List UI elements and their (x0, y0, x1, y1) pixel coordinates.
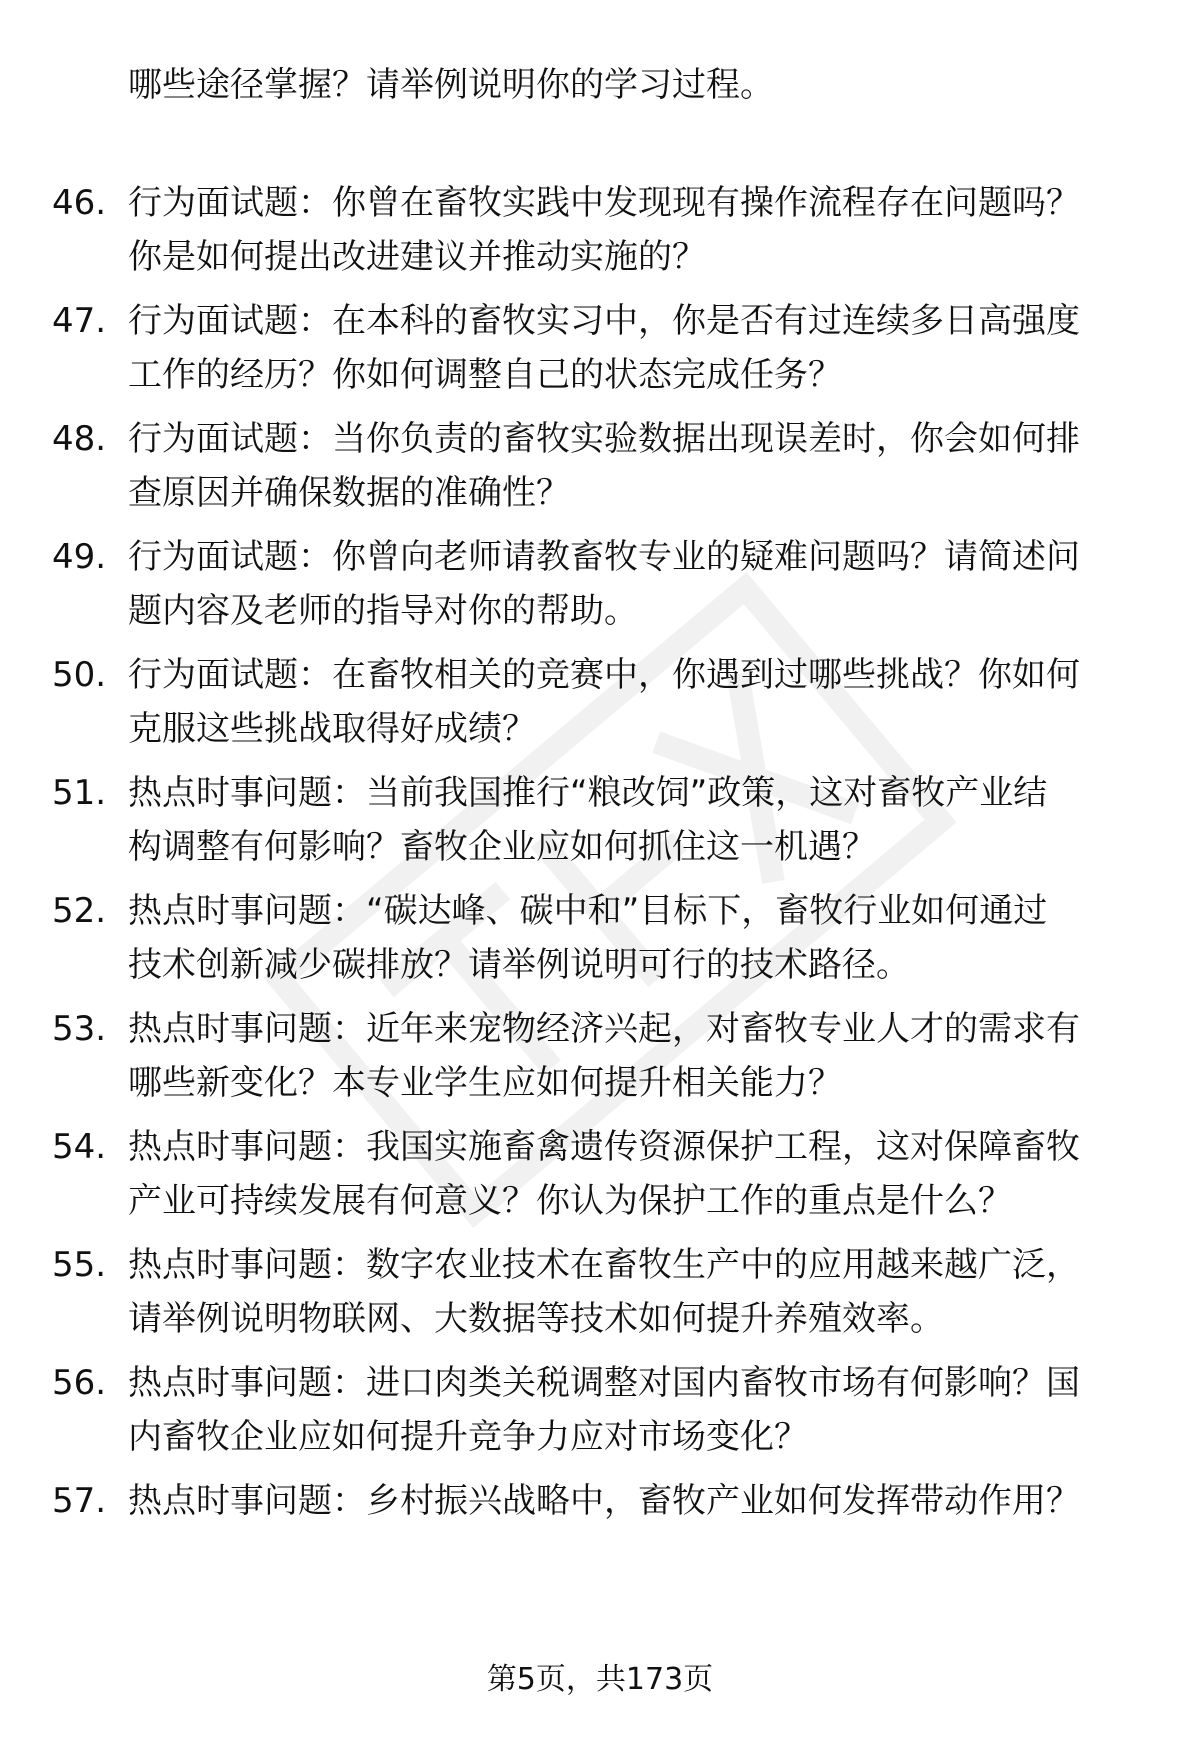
question-number: 52. (52, 891, 107, 931)
question-text-line: 工作的经历？你如何调整自己的状态完成任务？ (128, 355, 842, 395)
question-text-line: 热点时事问题：“碳达峰、碳中和”目标下，畜牧行业如何通过 (128, 891, 1048, 931)
question-number: 48. (52, 419, 107, 459)
question-text-line: 热点时事问题：数字农业技术在畜牧生产中的应用越来越广泛， (128, 1245, 1080, 1285)
question-text-line: 行为面试题：你曾在畜牧实践中发现现有操作流程存在问题吗？ (128, 183, 1080, 223)
question-item (0, 766, 1200, 876)
question-item (0, 176, 1200, 286)
question-text-line: 题内容及老师的指导对你的帮助。 (128, 591, 638, 631)
question-text-line: 热点时事问题：进口肉类关税调整对国内畜牧市场有何影响？国 (128, 1363, 1080, 1403)
question-item (0, 294, 1200, 404)
question-text-line: 内畜牧企业应如何提升竞争力应对市场变化？ (128, 1417, 808, 1457)
question-item (0, 648, 1200, 758)
question-number: 56. (52, 1363, 107, 1403)
question-number: 46. (52, 183, 107, 223)
question-item (0, 530, 1200, 640)
question-number: 47. (52, 301, 107, 341)
question-text-line: 热点时事问题：乡村振兴战略中，畜牧产业如何发挥带动作用？ (128, 1481, 1080, 1521)
question-text-line: 热点时事问题：近年来宠物经济兴起，对畜牧专业人才的需求有 (128, 1009, 1080, 1049)
question-text-line: 产业可持续发展有何意义？你认为保护工作的重点是什么？ (128, 1181, 1012, 1221)
question-text-line: 查原因并确保数据的准确性？ (128, 473, 570, 513)
question-text-line: 构调整有何影响？畜牧企业应如何抓住这一机遇？ (128, 827, 876, 867)
question-item (0, 1238, 1200, 1348)
question-text-line: 哪些新变化？本专业学生应如何提升相关能力？ (128, 1063, 842, 1103)
question-number: 57. (52, 1481, 107, 1521)
question-number: 55. (52, 1245, 107, 1285)
question-text-line: 行为面试题：在畜牧相关的竞赛中，你遇到过哪些挑战？你如何 (128, 655, 1080, 695)
question-item (0, 412, 1200, 522)
question-text-line: 请举例说明物联网、大数据等技术如何提升养殖效率。 (128, 1299, 944, 1339)
page-number-footer: 第5页，共173页 (486, 1662, 714, 1697)
question-number: 51. (52, 773, 107, 813)
question-item (0, 884, 1200, 994)
question-text-line: 热点时事问题：我国实施畜禽遗传资源保护工程，这对保障畜牧 (128, 1127, 1080, 1167)
question-item (0, 1474, 1200, 1584)
question-text-line: 热点时事问题：当前我国推行“粮改饲”政策，这对畜牧产业结 (128, 773, 1048, 813)
question-text-line: 克服这些挑战取得好成绩？ (128, 709, 536, 749)
question-number: 49. (52, 537, 107, 577)
question-number: 54. (52, 1127, 107, 1167)
question-text-line: 行为面试题：当你负责的畜牧实验数据出现误差时，你会如何排 (128, 419, 1080, 459)
question-text-line: 行为面试题：你曾向老师请教畜牧专业的疑难问题吗？请简述问 (128, 537, 1080, 577)
question-item (0, 1002, 1200, 1112)
question-text-line: 行为面试题：在本科的畜牧实习中，你是否有过连续多日高强度 (128, 301, 1080, 341)
question-text-line: 技术创新减少碳排放？请举例说明可行的技术路径。 (128, 945, 910, 985)
question-number: 50. (52, 655, 107, 695)
question-item (0, 1356, 1200, 1466)
previous-question-continuation: 哪些途径掌握？请举例说明你的学习过程。 (128, 65, 774, 105)
question-number: 53. (52, 1009, 107, 1049)
question-text-line: 你是如何提出改进建议并推动实施的？ (128, 237, 706, 277)
question-item (0, 1120, 1200, 1230)
